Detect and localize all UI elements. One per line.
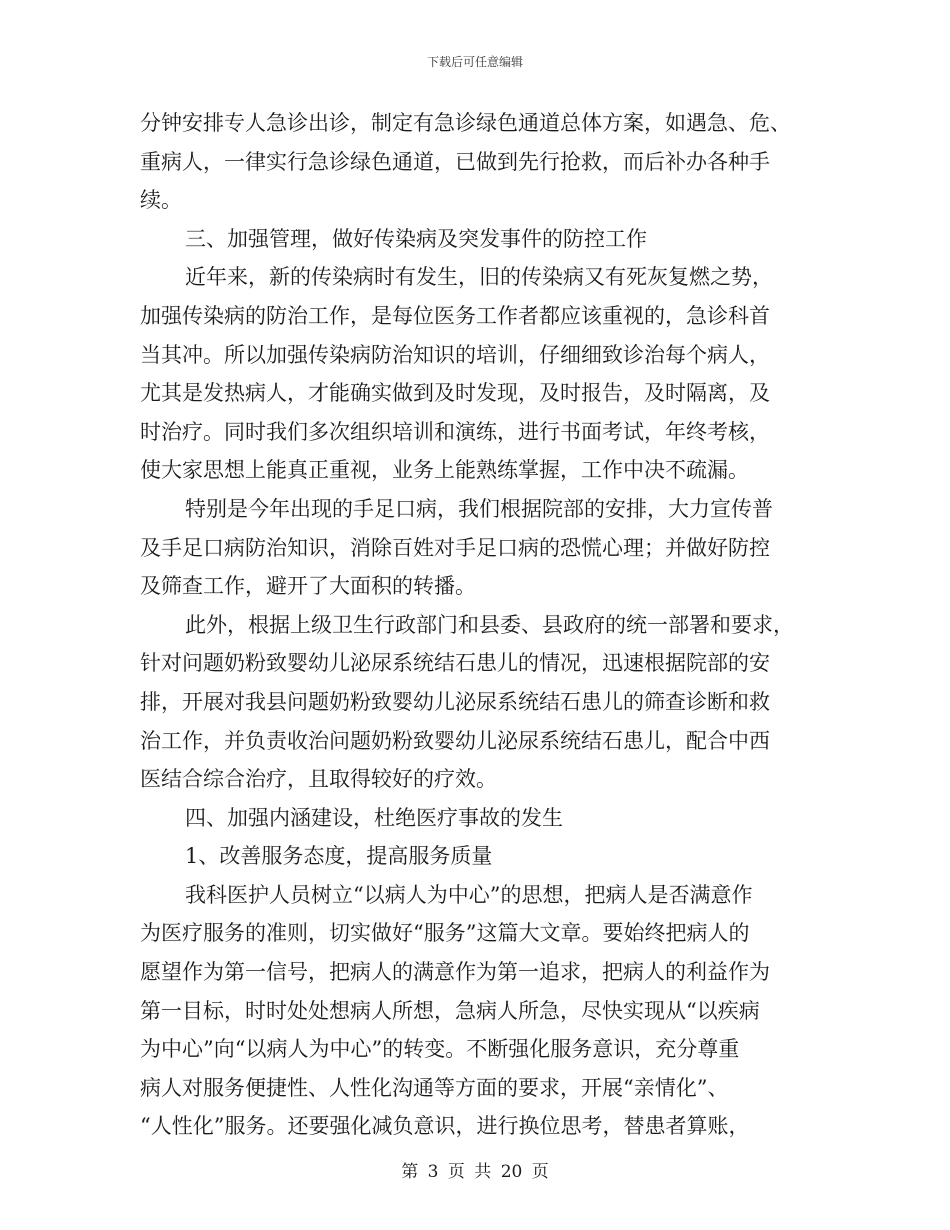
text-line: “人性化”服务。还要强化减负意识，进行换位思考，替患者算账， (140, 1114, 750, 1139)
text-line: 近年来，新的传染病时有发生，旧的传染病又有死灰复燃之势， (185, 265, 773, 290)
text-line: 第一目标，时时处处想病人所想，急病人所急，尽快实现从“以疾病 (140, 998, 760, 1023)
text-line: 此外，根据上级卫生行政部门和县委、县政府的统一部署和要求， (185, 612, 794, 637)
text-line: 重病人，一律实行急诊绿色通道，已做到先行抢救，而后补办各种手 (140, 149, 770, 174)
text-line: 排，开展对我县问题奶粉致婴幼儿泌尿系统结石患儿的筛查诊断和救 (140, 689, 770, 714)
page-header: 下载后可任意编辑 (426, 55, 523, 69)
text-line: 特别是今年出现的手足口病，我们根据院部的安排，大力宣传普 (185, 496, 773, 521)
text-line: 四、加强内涵建设，杜绝医疗事故的发生 (185, 805, 563, 830)
text-line: 当其冲。所以加强传染病防治知识的培训，仔细细致诊治每个病人， (140, 342, 770, 367)
text-line: 我科医护人员树立“以病人为中心”的思想，把病人是否满意作 (185, 882, 753, 907)
text-line: 为医疗服务的准则，切实做好“服务”这篇大文章。要始终把病人的 (140, 921, 750, 946)
text-line: 医结合综合治疗，且取得较好的疗效。 (140, 767, 497, 792)
text-line: 及筛查工作，避开了大面积的转播。 (140, 574, 476, 599)
text-line: 时治疗。同时我们多次组织培训和演练，进行书面考试，年终考核， (140, 419, 770, 444)
text-line: 及手足口病防治知识，消除百姓对手足口病的恐慌心理；并做好防控 (140, 535, 770, 560)
text-line: 针对问题奶粉致婴幼儿泌尿系统结石患儿的情况，迅速根据院部的安 (140, 651, 770, 676)
text-line: 加强传染病的防治工作，是每位医务工作者都应该重视的，急诊科首 (140, 303, 770, 328)
document-body (140, 104, 812, 1146)
text-line: 使大家思想上能真正重视，业务上能熟练掌握，工作中决不疏漏。 (140, 458, 749, 483)
text-line: 续。 (140, 188, 182, 213)
text-line: 为中心”向“以病人为中心”的转变。不断强化服务意识，充分尊重 (140, 1037, 740, 1062)
text-line: 尤其是发热病人，才能确实做到及时发现，及时报告，及时隔离，及 (140, 381, 770, 406)
text-line: 愿望作为第一信号，把病人的满意作为第一追求，把病人的利益作为 (140, 960, 770, 985)
text-line: 三、加强管理，做好传染病及突发事件的防控工作 (185, 226, 647, 251)
text-line: 1、改善服务态度，提高服务质量 (185, 844, 493, 869)
text-line: 分钟安排专人急诊出诊，制定有急诊绿色通道总体方案，如遇急、危、 (140, 111, 791, 135)
page-footer: 第 3 页 共 20 页 (401, 1162, 549, 1182)
text-line: 治工作，并负责收治问题奶粉致婴幼儿泌尿系统结石患儿，配合中西 (140, 728, 770, 753)
text-line: 病人对服务便捷性、人性化沟通等方面的要求，开展“亲情化”、 (140, 1075, 729, 1100)
